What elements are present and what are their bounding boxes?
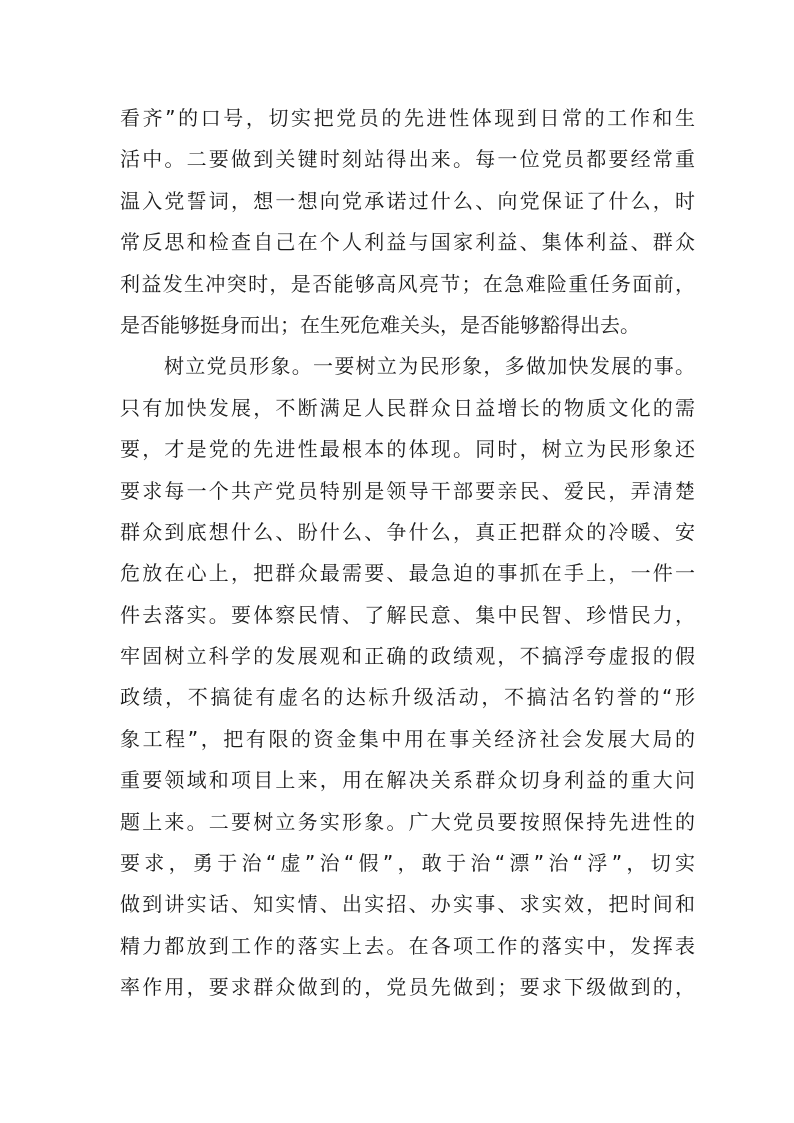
text-line: 树立党员形象。一要树立为民形象，多做加快发展的事。	[164, 354, 695, 379]
text-line: 群众到底想什么、盼什么、争什么，真正把群众的冷暖、安	[120, 519, 695, 544]
text-line: 活中。二要做到关键时刻站得出来。每一位党员都要经常重	[120, 147, 695, 172]
text-line: 率作用，要求群众做到的，党员先做到；要求下级做到的，	[120, 975, 695, 1000]
text-line: 要求，勇于治“虚”治“假”，敢于治“漂”治“浮”，切实	[120, 851, 695, 876]
text-line: 是否能够挺身而出；在生死危难关头，是否能够豁得出去。	[120, 312, 640, 337]
text-line: 题上来。二要树立务实形象。广大党员要按照保持先进性的	[120, 809, 695, 834]
text-line: 政绩，不搞徒有虚名的达标升级活动，不搞沽名钓誉的“形	[120, 685, 695, 710]
body-text	[120, 98, 695, 1009]
text-line: 危放在心上，把群众最需要、最急迫的事抓在手上，一件一	[120, 561, 695, 586]
text-line: 精力都放到工作的落实上去。在各项工作的落实中，发挥表	[120, 933, 695, 958]
text-line: 要求每一个共产党员特别是领导干部要亲民、爱民，弄清楚	[120, 478, 695, 503]
text-line: 牢固树立科学的发展观和正确的政绩观，不搞浮夸虚报的假	[120, 644, 695, 669]
text-line: 要，才是党的先进性最根本的体现。同时，树立为民形象还	[120, 437, 695, 462]
text-line: 件去落实。要体察民情、了解民意、集中民智、珍惜民力，	[120, 602, 695, 627]
text-line: 象工程”，把有限的资金集中用在事关经济社会发展大局的	[120, 726, 695, 751]
text-line: 做到讲实话、知实情、出实招、办实事、求实效，把时间和	[120, 892, 695, 917]
text-line: 重要领域和项目上来，用在解决关系群众切身利益的重大问	[120, 768, 695, 793]
text-line: 利益发生冲突时，是否能够高风亮节；在急难险重任务面前，	[120, 271, 695, 296]
text-line: 温入党誓词，想一想向党承诺过什么、向党保证了什么，时	[120, 188, 695, 213]
text-line: 看齐”的口号，切实把党员的先进性体现到日常的工作和生	[120, 106, 695, 130]
text-line: 只有加快发展，不断满足人民群众日益增长的物质文化的需	[120, 395, 695, 420]
text-line: 常反思和检查自己在个人利益与国家利益、集体利益、群众	[120, 230, 695, 255]
